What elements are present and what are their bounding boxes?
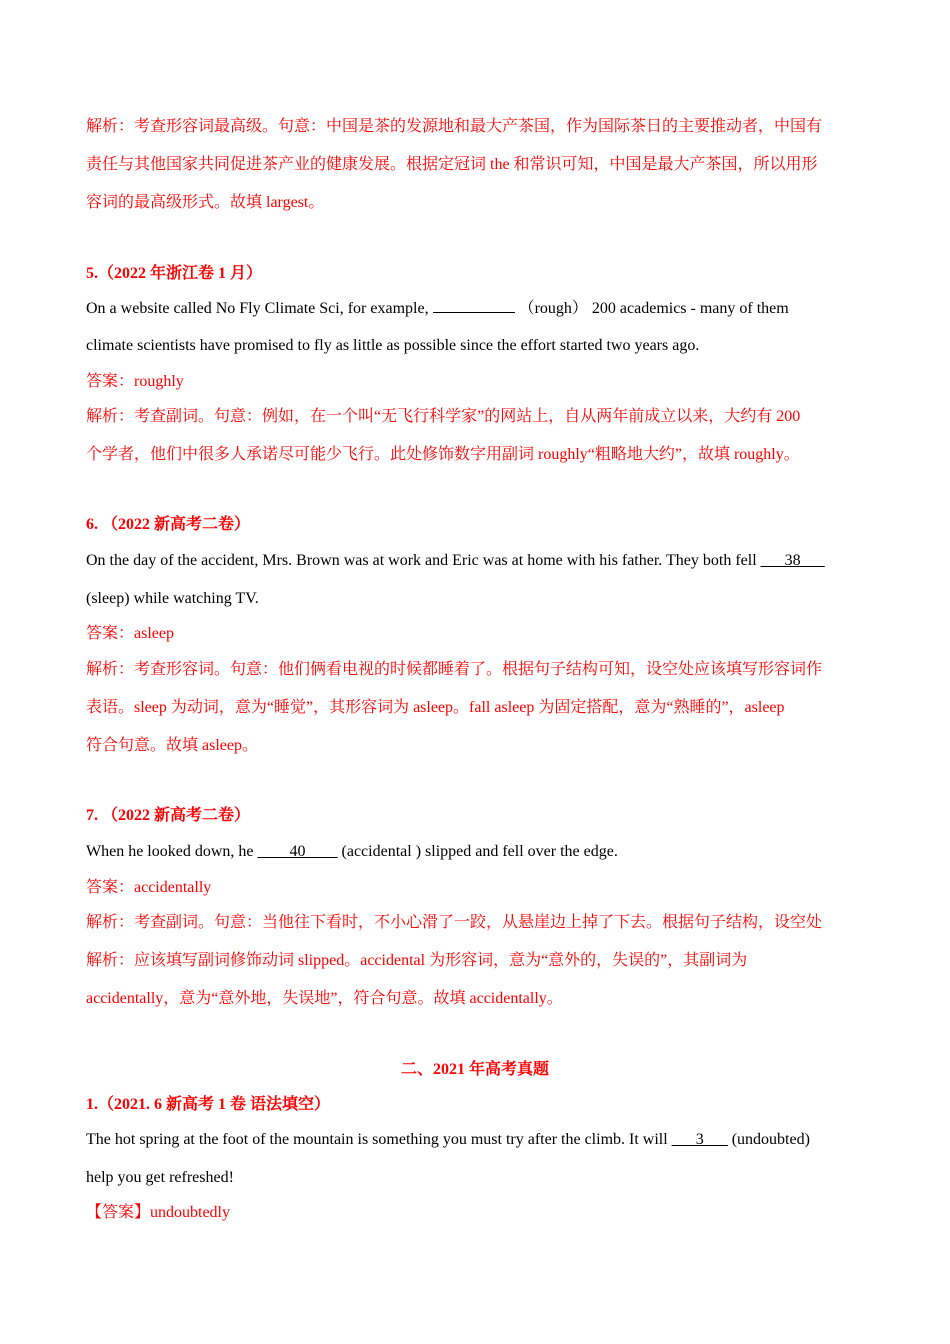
question-text-part: (undoubted) — [727, 1131, 810, 1148]
question-text — [86, 298, 789, 319]
answer-blank: ____40____ — [257, 843, 338, 860]
section-title: 二、2021 年高考真题 — [400, 1061, 549, 1078]
question-text-part: The hot spring at the foot of the mountain is something you must try after the climb. It will — [86, 1131, 672, 1148]
answer-text: 答案：roughly — [86, 373, 184, 390]
question-heading: 7. （2022 新高考二卷） — [86, 807, 251, 824]
answer-text: 【答案】undoubtedly — [86, 1204, 230, 1221]
analysis-line: 表语。sleep 为动词，意为“睡觉”，其形容词为 asleep。fall asleep 为固定搭配，意为“熟睡的”，asleep — [86, 699, 785, 716]
analysis-line: 解析：考查形容词。句意：他们俩看电视的时候都睡着了。根据句子结构可知，设空处应该填写形容词作 — [86, 661, 823, 678]
question-heading: 1.（2021. 6 新高考 1 卷 语法填空） — [86, 1096, 331, 1113]
analysis-line: 个学者，他们中很多人承诺尽可能少飞行。此处修饰数字用副词 roughly“粗略地大约”，故填 roughly。 — [86, 446, 800, 463]
question-text: help you get refreshed! — [86, 1169, 234, 1186]
analysis-line: accidentally，意为“意外地，失误地”，符合句意。故填 accidentally。 — [86, 990, 563, 1007]
question-text — [86, 551, 825, 571]
question-text-part: On the day of the accident, Mrs. Brown was at work and Eric was at home with his father. They both fell — [86, 552, 761, 569]
answer-blank: ___3___ — [671, 1131, 728, 1148]
answer-blank — [433, 298, 515, 313]
analysis-line: 解析：应该填写副词修饰动词 slipped。accidental 为形容词，意为“意外的，失误的”，其副词为 — [86, 952, 748, 969]
analysis-line: 解析：考查副词。句意：当他往下看时，不小心滑了一跤，从悬崖边上掉了下去。根据句子结构，设空处 — [86, 914, 823, 931]
question-text-part: (accidental ) slipped and fell over the edge. — [337, 843, 618, 860]
question-text: climate scientists have promised to fly as little as possible since the effort started two years ago. — [86, 337, 700, 354]
question-text — [86, 842, 618, 862]
question-heading: 6. （2022 新高考二卷） — [86, 516, 251, 533]
question-text: (sleep) while watching TV. — [86, 590, 259, 607]
question-text — [86, 1130, 810, 1150]
answer-text: 答案：accidentally — [86, 879, 212, 896]
question-text-part: （rough） 200 academics - many of them — [518, 300, 789, 317]
analysis-line: 容词的最高级形式。故填 largest。 — [86, 194, 325, 211]
question-text-part: When he looked down, he — [86, 843, 258, 860]
question-text-part: On a website called No Fly Climate Sci, for example, — [86, 300, 429, 317]
question-heading: 5.（2022 年浙江卷 1 月） — [86, 265, 263, 282]
analysis-line: 解析：考查形容词最高级。句意：中国是茶的发源地和最大产茶国，作为国际茶日的主要推动者，中国有 — [86, 118, 823, 135]
answer-text: 答案：asleep — [86, 625, 174, 642]
analysis-line: 符合句意。故填 asleep。 — [86, 737, 258, 754]
analysis-line: 解析：考查副词。句意：例如，在一个叫“无飞行科学家”的网站上，自从两年前成立以来，大约有 200 — [86, 408, 801, 425]
analysis-line: 责任与其他国家共同促进茶产业的健康发展。根据定冠词 the 和常识可知，中国是最大产茶国，所以用形 — [86, 156, 818, 173]
answer-blank: ___38___ — [760, 552, 825, 569]
